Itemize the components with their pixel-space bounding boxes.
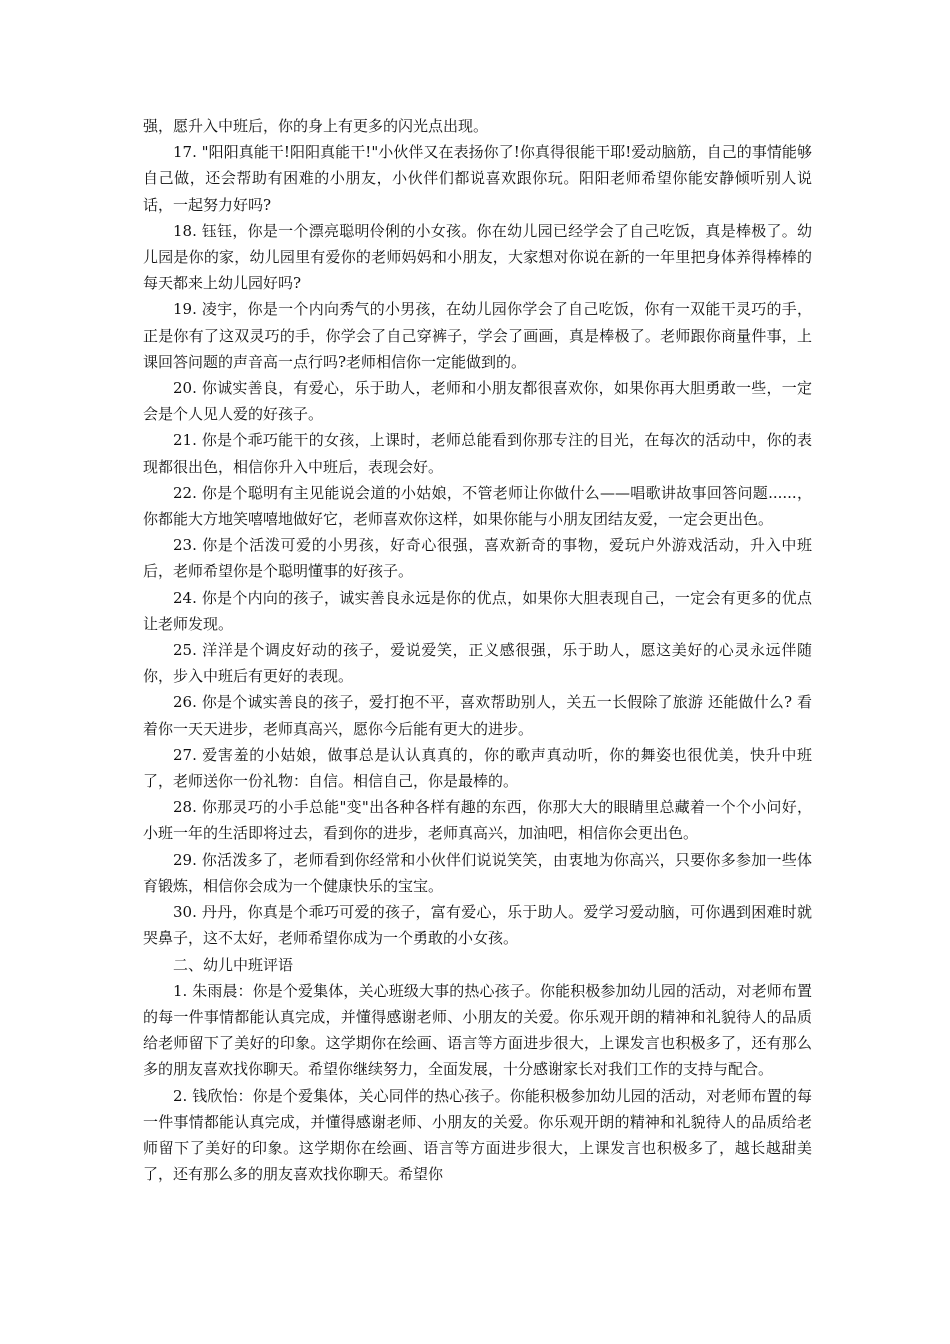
section-paragraph-2: 2. 钱欣怡：你是个爱集体，关心同伴的热心孩子。你能积极参加幼儿园的活动，对老师布置的每一件事情都能认真完成，并懂得感谢老师、小朋友的关爱。你乐观开朗的精神和礼貌待人的品质给老师留下了美好的印象。这学期你在绘画、语言等方面进步很大，上课发言也积极多了，越长越甜美了，还有那么多的朋友喜欢找你聊天。希望你	[143, 1086, 812, 1184]
paragraph-29: 29. 你活泼多了，老师看到你经常和小伙伴们说说笑笑，由衷地为你高兴，只要你多参加一些体育锻炼，相信你会成为一个健康快乐的宝宝。	[143, 850, 812, 895]
paragraph-18: 18. 钰钰，你是一个漂亮聪明伶俐的小女孩。你在幼儿园已经学会了自己吃饭，真是棒极了。幼儿园是你的家，幼儿园里有爱你的老师妈妈和小朋友，大家想对你说在新的一年里把身体养得棒棒的每天都来上幼儿园好吗?	[143, 221, 812, 293]
paragraph-24: 24. 你是个内向的孩子，诚实善良永远是你的优点，如果你大胆表现自己，一定会有更多的优点让老师发现。	[143, 588, 812, 633]
paragraph-26: 26. 你是个诚实善良的孩子，爱打抱不平，喜欢帮助别人，关五一长假除了旅游 还能做什么? 看着你一天天进步，老师真高兴，愿你今后能有更大的进步。	[143, 693, 812, 738]
paragraph-20: 20. 你诚实善良，有爱心，乐于助人，老师和小朋友都很喜欢你，如果你再大胆勇敢一些，一定会是个人见人爱的好孩子。	[143, 379, 812, 424]
paragraph-23: 23. 你是个活泼可爱的小男孩，好奇心很强，喜欢新奇的事物，爱玩户外游戏活动，升入中班后，老师希望你是个聪明懂事的好孩子。	[143, 536, 812, 581]
paragraph-25: 25. 洋洋是个调皮好动的孩子，爱说爱笑，正义感很强，乐于助人，愿这美好的心灵永远伴随你，步入中班后有更好的表现。	[143, 641, 812, 686]
section-heading: 二、幼儿中班评语	[173, 955, 294, 974]
paragraph-continuation: 强，愿升入中班后，你的身上有更多的闪光点出现。	[143, 117, 489, 135]
section-paragraph-1: 1. 朱雨晨：你是个爱集体，关心班级大事的热心孩子。你能积极参加幼儿园的活动，对老师布置的每一件事情都能认真完成，并懂得感谢老师、小朋友的关爱。你乐观开朗的精神和礼貌待人的品质给老师留下了美好的印象。这学期你在绘画、语言等方面进步很大，上课发言也积极多了，还有那么多的朋友喜欢找你聊天。希望你继续努力，全面发展，十分感谢家长对我们工作的支持与配合。	[143, 981, 812, 1079]
paragraph-21: 21. 你是个乖巧能干的女孩，上课时，老师总能看到你那专注的目光，在每次的活动中，你的表现都很出色，相信你升入中班后，表现会好。	[143, 431, 812, 476]
paragraph-19: 19. 凌宇，你是一个内向秀气的小男孩，在幼儿园你学会了自己吃饭，你有一双能干灵巧的手，正是你有了这双灵巧的手，你学会了自己穿裤子，学会了画画，真是棒极了。老师跟你商量件事，上课回答问题的声音高一点行吗?老师相信你一定能做到的。	[143, 300, 812, 371]
paragraph-27: 27. 爱害羞的小姑娘，做事总是认认真真的，你的歌声真动听，你的舞姿也很优美，快升中班了，老师送你一份礼物：自信。相信自己，你是最棒的。	[143, 745, 812, 791]
document-page	[143, 113, 812, 1187]
paragraph-28: 28. 你那灵巧的小手总能"变"出各种各样有趣的东西，你那大大的眼睛里总藏着一个个小问好，小班一年的生活即将过去，看到你的进步，老师真高兴，加油吧，相信你会更出色。	[143, 798, 812, 843]
paragraph-30: 30. 丹丹，你真是个乖巧可爱的孩子，富有爱心，乐于助人。爱学习爱动脑，可你遇到困难时就哭鼻子，这不太好，老师希望你成为一个勇敢的小女孩。	[143, 903, 812, 948]
paragraph-17: 17. "阳阳真能干!阳阳真能干!"小伙伴又在表扬你了!你真得很能干耶!爱动脑筋，自己的事情能够自己做，还会帮助有困难的小朋友，小伙伴们都说喜欢跟你玩。阳阳老师希望你能安静倾听别人说话，一起努力好吗?	[143, 143, 812, 214]
paragraph-22: 22. 你是个聪明有主见能说会道的小姑娘，不管老师让你做什么——唱歌讲故事回答问题......，你都能大方地笑嘻嘻地做好它，老师喜欢你这样，如果你能与小朋友团结友爱，一定会更出色。	[143, 483, 812, 529]
